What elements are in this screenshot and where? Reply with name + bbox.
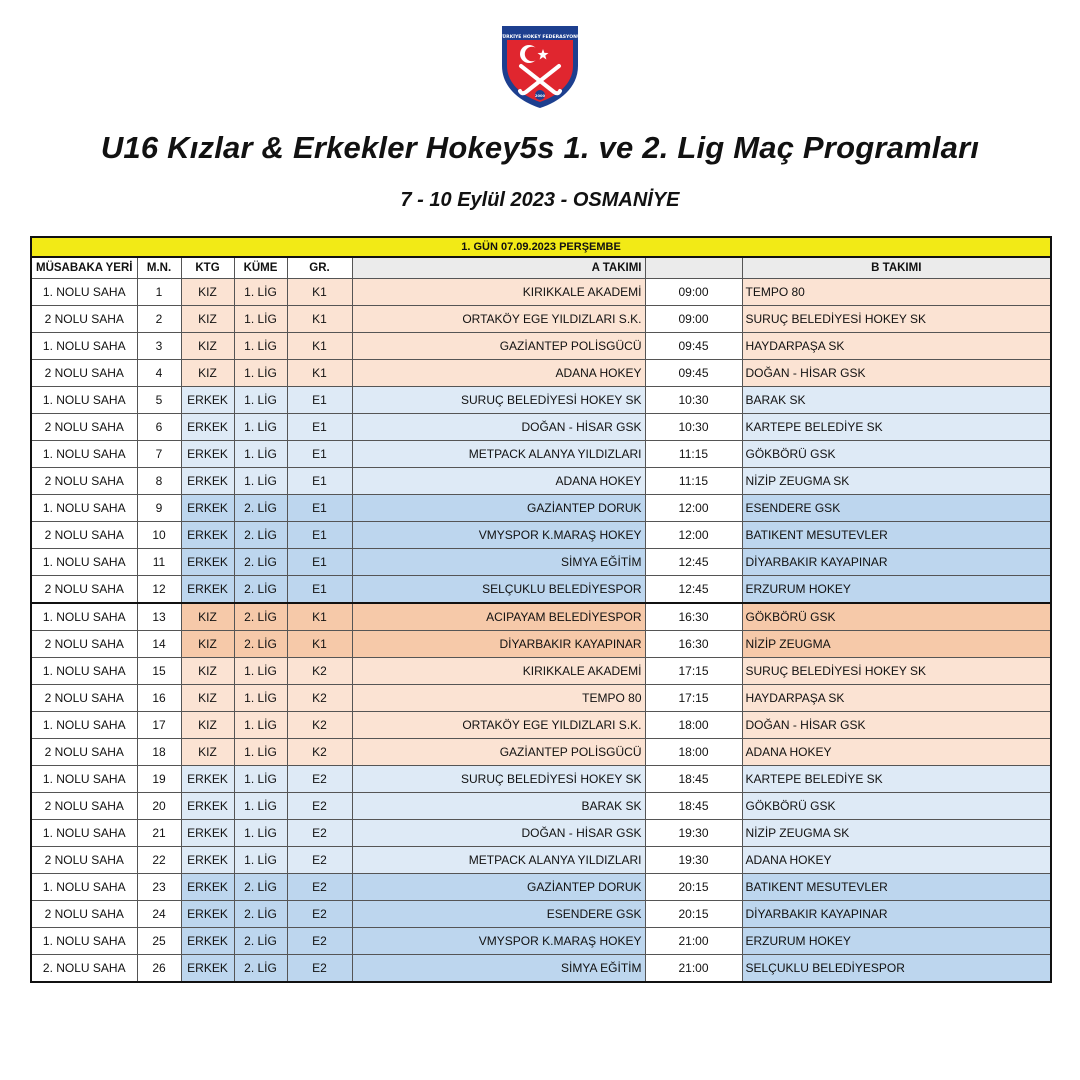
venue-cell: 1. NOLU SAHA xyxy=(31,387,137,414)
group-cell: E1 xyxy=(287,468,352,495)
group-cell: E2 xyxy=(287,847,352,874)
league-cell: 2. LİG xyxy=(234,631,287,658)
match-number-cell: 25 xyxy=(137,928,181,955)
col-venue: MÜSABAKA YERİ xyxy=(31,257,137,279)
table-row xyxy=(31,468,1051,495)
a-team-cell: METPACK ALANYA YILDIZLARI xyxy=(352,441,645,468)
federation-logo xyxy=(499,22,581,110)
category-cell: KIZ xyxy=(181,739,234,766)
match-number-cell: 10 xyxy=(137,522,181,549)
time-cell: 21:00 xyxy=(645,955,742,983)
time-cell: 10:30 xyxy=(645,387,742,414)
table-row xyxy=(31,955,1051,983)
col-category: KTG xyxy=(181,257,234,279)
match-number-cell: 4 xyxy=(137,360,181,387)
league-cell: 1. LİG xyxy=(234,414,287,441)
league-cell: 1. LİG xyxy=(234,847,287,874)
col-group: GR. xyxy=(287,257,352,279)
league-cell: 1. LİG xyxy=(234,739,287,766)
group-cell: K2 xyxy=(287,739,352,766)
match-number-cell: 1 xyxy=(137,279,181,306)
venue-cell: 2 NOLU SAHA xyxy=(31,306,137,333)
b-team-cell: NİZİP ZEUGMA xyxy=(742,631,1051,658)
table-row xyxy=(31,441,1051,468)
time-cell: 17:15 xyxy=(645,658,742,685)
time-cell: 16:30 xyxy=(645,631,742,658)
a-team-cell: SELÇUKLU BELEDİYESPOR xyxy=(352,576,645,604)
category-cell: KIZ xyxy=(181,306,234,333)
time-cell: 19:30 xyxy=(645,820,742,847)
time-cell: 09:00 xyxy=(645,279,742,306)
table-row xyxy=(31,603,1051,631)
league-cell: 1. LİG xyxy=(234,360,287,387)
group-cell: E2 xyxy=(287,955,352,983)
group-cell: K1 xyxy=(287,279,352,306)
b-team-cell: BATIKENT MESUTEVLER xyxy=(742,874,1051,901)
group-cell: K1 xyxy=(287,360,352,387)
page-title: U16 Kızlar & Erkekler Hokey5s 1. ve 2. Lig Maç Programları xyxy=(100,130,980,165)
match-number-cell: 17 xyxy=(137,712,181,739)
table-row xyxy=(31,495,1051,522)
a-team-cell: VMYSPOR K.MARAŞ HOKEY xyxy=(352,928,645,955)
a-team-cell: GAZİANTEP DORUK xyxy=(352,874,645,901)
a-team-cell: DİYARBAKIR KAYAPINAR xyxy=(352,631,645,658)
category-cell: KIZ xyxy=(181,603,234,631)
group-cell: E1 xyxy=(287,387,352,414)
match-number-cell: 23 xyxy=(137,874,181,901)
league-cell: 2. LİG xyxy=(234,549,287,576)
group-cell: K2 xyxy=(287,685,352,712)
b-team-cell: ADANA HOKEY xyxy=(742,739,1051,766)
category-cell: ERKEK xyxy=(181,928,234,955)
table-row xyxy=(31,847,1051,874)
match-number-cell: 13 xyxy=(137,603,181,631)
time-cell: 12:00 xyxy=(645,495,742,522)
b-team-cell: KARTEPE BELEDİYE SK xyxy=(742,414,1051,441)
match-number-cell: 21 xyxy=(137,820,181,847)
table-row xyxy=(31,820,1051,847)
b-team-cell: ESENDERE GSK xyxy=(742,495,1051,522)
category-cell: ERKEK xyxy=(181,955,234,983)
category-cell: KIZ xyxy=(181,631,234,658)
a-team-cell: TEMPO 80 xyxy=(352,685,645,712)
b-team-cell: DİYARBAKIR KAYAPINAR xyxy=(742,901,1051,928)
b-team-cell: NİZİP ZEUGMA SK xyxy=(742,468,1051,495)
b-team-cell: DİYARBAKIR KAYAPINAR xyxy=(742,549,1051,576)
venue-cell: 2 NOLU SAHA xyxy=(31,901,137,928)
day-header-row xyxy=(31,237,1051,257)
logo-year: 2000 xyxy=(534,94,546,98)
col-a-team: A TAKIMI xyxy=(352,257,645,279)
time-cell: 18:00 xyxy=(645,739,742,766)
b-team-cell: KARTEPE BELEDİYE SK xyxy=(742,766,1051,793)
match-number-cell: 11 xyxy=(137,549,181,576)
venue-cell: 2 NOLU SAHA xyxy=(31,793,137,820)
time-cell: 18:00 xyxy=(645,712,742,739)
group-cell: E1 xyxy=(287,522,352,549)
category-cell: KIZ xyxy=(181,279,234,306)
venue-cell: 1. NOLU SAHA xyxy=(31,441,137,468)
day-label: 1. GÜN 07.09.2023 PERŞEMBE xyxy=(31,237,1051,257)
category-cell: KIZ xyxy=(181,333,234,360)
b-team-cell: ERZURUM HOKEY xyxy=(742,576,1051,604)
match-number-cell: 2 xyxy=(137,306,181,333)
venue-cell: 2 NOLU SAHA xyxy=(31,522,137,549)
table-row xyxy=(31,928,1051,955)
table-row xyxy=(31,333,1051,360)
column-header-row xyxy=(31,257,1051,279)
league-cell: 1. LİG xyxy=(234,793,287,820)
time-cell: 12:45 xyxy=(645,576,742,604)
time-cell: 11:15 xyxy=(645,441,742,468)
b-team-cell: DOĞAN - HİSAR GSK xyxy=(742,712,1051,739)
league-cell: 2. LİG xyxy=(234,874,287,901)
league-cell: 1. LİG xyxy=(234,387,287,414)
category-cell: ERKEK xyxy=(181,901,234,928)
a-team-cell: BARAK SK xyxy=(352,793,645,820)
a-team-cell: VMYSPOR K.MARAŞ HOKEY xyxy=(352,522,645,549)
match-number-cell: 14 xyxy=(137,631,181,658)
category-cell: KIZ xyxy=(181,658,234,685)
match-number-cell: 15 xyxy=(137,658,181,685)
b-team-cell: HAYDARPAŞA SK xyxy=(742,333,1051,360)
venue-cell: 2 NOLU SAHA xyxy=(31,468,137,495)
match-number-cell: 7 xyxy=(137,441,181,468)
b-team-cell: BARAK SK xyxy=(742,387,1051,414)
match-number-cell: 26 xyxy=(137,955,181,983)
venue-cell: 1. NOLU SAHA xyxy=(31,712,137,739)
match-number-cell: 16 xyxy=(137,685,181,712)
group-cell: E1 xyxy=(287,414,352,441)
a-team-cell: SURUÇ BELEDİYESİ HOKEY SK xyxy=(352,766,645,793)
category-cell: ERKEK xyxy=(181,495,234,522)
a-team-cell: GAZİANTEP POLİSGÜCÜ xyxy=(352,739,645,766)
table-row xyxy=(31,631,1051,658)
category-cell: ERKEK xyxy=(181,441,234,468)
match-number-cell: 8 xyxy=(137,468,181,495)
league-cell: 1. LİG xyxy=(234,658,287,685)
schedule-body xyxy=(31,279,1051,983)
time-cell: 19:30 xyxy=(645,847,742,874)
time-cell: 10:30 xyxy=(645,414,742,441)
b-team-cell: TEMPO 80 xyxy=(742,279,1051,306)
group-cell: K2 xyxy=(287,658,352,685)
table-row xyxy=(31,522,1051,549)
venue-cell: 2 NOLU SAHA xyxy=(31,739,137,766)
table-row xyxy=(31,766,1051,793)
a-team-cell: GAZİANTEP DORUK xyxy=(352,495,645,522)
venue-cell: 1. NOLU SAHA xyxy=(31,766,137,793)
group-cell: E2 xyxy=(287,928,352,955)
venue-cell: 2 NOLU SAHA xyxy=(31,631,137,658)
table-row xyxy=(31,793,1051,820)
league-cell: 1. LİG xyxy=(234,306,287,333)
venue-cell: 1. NOLU SAHA xyxy=(31,603,137,631)
a-team-cell: DOĞAN - HİSAR GSK xyxy=(352,414,645,441)
venue-cell: 1. NOLU SAHA xyxy=(31,333,137,360)
group-cell: E1 xyxy=(287,576,352,604)
time-cell: 20:15 xyxy=(645,874,742,901)
match-number-cell: 18 xyxy=(137,739,181,766)
group-cell: E1 xyxy=(287,441,352,468)
match-schedule-table xyxy=(30,236,1052,983)
a-team-cell: SURUÇ BELEDİYESİ HOKEY SK xyxy=(352,387,645,414)
match-number-cell: 3 xyxy=(137,333,181,360)
a-team-cell: ADANA HOKEY xyxy=(352,360,645,387)
match-number-cell: 6 xyxy=(137,414,181,441)
venue-cell: 1. NOLU SAHA xyxy=(31,928,137,955)
b-team-cell: ERZURUM HOKEY xyxy=(742,928,1051,955)
category-cell: ERKEK xyxy=(181,820,234,847)
time-cell: 20:15 xyxy=(645,901,742,928)
venue-cell: 1. NOLU SAHA xyxy=(31,874,137,901)
table-row xyxy=(31,360,1051,387)
venue-cell: 2 NOLU SAHA xyxy=(31,360,137,387)
category-cell: ERKEK xyxy=(181,468,234,495)
venue-cell: 2 NOLU SAHA xyxy=(31,847,137,874)
category-cell: ERKEK xyxy=(181,387,234,414)
col-match-number: M.N. xyxy=(137,257,181,279)
b-team-cell: ADANA HOKEY xyxy=(742,847,1051,874)
group-cell: K1 xyxy=(287,631,352,658)
a-team-cell: KIRIKKALE AKADEMİ xyxy=(352,658,645,685)
venue-cell: 2 NOLU SAHA xyxy=(31,414,137,441)
time-cell: 16:30 xyxy=(645,603,742,631)
b-team-cell: GÖKBÖRÜ GSK xyxy=(742,441,1051,468)
match-number-cell: 19 xyxy=(137,766,181,793)
table-row xyxy=(31,549,1051,576)
table-row xyxy=(31,685,1051,712)
league-cell: 1. LİG xyxy=(234,279,287,306)
a-team-cell: METPACK ALANYA YILDIZLARI xyxy=(352,847,645,874)
table-row xyxy=(31,874,1051,901)
time-cell: 12:00 xyxy=(645,522,742,549)
b-team-cell: DOĞAN - HİSAR GSK xyxy=(742,360,1051,387)
time-cell: 17:15 xyxy=(645,685,742,712)
time-cell: 18:45 xyxy=(645,766,742,793)
category-cell: ERKEK xyxy=(181,847,234,874)
category-cell: ERKEK xyxy=(181,766,234,793)
b-team-cell: SURUÇ BELEDİYESİ HOKEY SK xyxy=(742,658,1051,685)
group-cell: E2 xyxy=(287,901,352,928)
league-cell: 2. LİG xyxy=(234,576,287,604)
time-cell: 09:00 xyxy=(645,306,742,333)
col-b-team: B TAKIMI xyxy=(742,257,1051,279)
group-cell: K1 xyxy=(287,306,352,333)
league-cell: 1. LİG xyxy=(234,441,287,468)
match-number-cell: 5 xyxy=(137,387,181,414)
venue-cell: 1. NOLU SAHA xyxy=(31,549,137,576)
table-row xyxy=(31,414,1051,441)
league-cell: 2. LİG xyxy=(234,522,287,549)
venue-cell: 2 NOLU SAHA xyxy=(31,576,137,604)
group-cell: E1 xyxy=(287,495,352,522)
b-team-cell: BATIKENT MESUTEVLER xyxy=(742,522,1051,549)
league-cell: 1. LİG xyxy=(234,333,287,360)
a-team-cell: ORTAKÖY EGE YILDIZLARI S.K. xyxy=(352,712,645,739)
time-cell: 09:45 xyxy=(645,333,742,360)
table-row xyxy=(31,279,1051,306)
category-cell: ERKEK xyxy=(181,522,234,549)
a-team-cell: SİMYA EĞİTİM xyxy=(352,955,645,983)
table-row xyxy=(31,306,1051,333)
venue-cell: 1. NOLU SAHA xyxy=(31,658,137,685)
category-cell: ERKEK xyxy=(181,874,234,901)
category-cell: KIZ xyxy=(181,712,234,739)
venue-cell: 1. NOLU SAHA xyxy=(31,279,137,306)
category-cell: ERKEK xyxy=(181,576,234,604)
b-team-cell: GÖKBÖRÜ GSK xyxy=(742,603,1051,631)
time-cell: 12:45 xyxy=(645,549,742,576)
b-team-cell: HAYDARPAŞA SK xyxy=(742,685,1051,712)
time-cell: 09:45 xyxy=(645,360,742,387)
table-row xyxy=(31,901,1051,928)
group-cell: E1 xyxy=(287,549,352,576)
venue-cell: 2. NOLU SAHA xyxy=(31,955,137,983)
table-row xyxy=(31,387,1051,414)
match-number-cell: 24 xyxy=(137,901,181,928)
league-cell: 1. LİG xyxy=(234,712,287,739)
venue-cell: 1. NOLU SAHA xyxy=(31,495,137,522)
col-league: KÜME xyxy=(234,257,287,279)
match-number-cell: 12 xyxy=(137,576,181,604)
league-cell: 1. LİG xyxy=(234,468,287,495)
a-team-cell: ADANA HOKEY xyxy=(352,468,645,495)
a-team-cell: ACIPAYAM BELEDİYESPOR xyxy=(352,603,645,631)
time-cell: 18:45 xyxy=(645,793,742,820)
a-team-cell: GAZİANTEP POLİSGÜCÜ xyxy=(352,333,645,360)
b-team-cell: SELÇUKLU BELEDİYESPOR xyxy=(742,955,1051,983)
venue-cell: 1. NOLU SAHA xyxy=(31,820,137,847)
league-cell: 1. LİG xyxy=(234,766,287,793)
group-cell: E2 xyxy=(287,766,352,793)
league-cell: 2. LİG xyxy=(234,603,287,631)
group-cell: K1 xyxy=(287,603,352,631)
group-cell: E2 xyxy=(287,820,352,847)
time-cell: 21:00 xyxy=(645,928,742,955)
category-cell: ERKEK xyxy=(181,549,234,576)
col-time xyxy=(645,257,742,279)
category-cell: KIZ xyxy=(181,685,234,712)
venue-cell: 2 NOLU SAHA xyxy=(31,685,137,712)
category-cell: ERKEK xyxy=(181,414,234,441)
table-row xyxy=(31,712,1051,739)
a-team-cell: KIRIKKALE AKADEMİ xyxy=(352,279,645,306)
league-cell: 2. LİG xyxy=(234,928,287,955)
league-cell: 2. LİG xyxy=(234,495,287,522)
b-team-cell: NİZİP ZEUGMA SK xyxy=(742,820,1051,847)
time-cell: 11:15 xyxy=(645,468,742,495)
page-subtitle: 7 - 10 Eylül 2023 - OSMANİYE xyxy=(400,189,680,211)
group-cell: K2 xyxy=(287,712,352,739)
group-cell: E2 xyxy=(287,793,352,820)
match-number-cell: 20 xyxy=(137,793,181,820)
b-team-cell: SURUÇ BELEDİYESİ HOKEY SK xyxy=(742,306,1051,333)
table-row xyxy=(31,658,1051,685)
category-cell: KIZ xyxy=(181,360,234,387)
table-row xyxy=(31,576,1051,604)
a-team-cell: DOĞAN - HİSAR GSK xyxy=(352,820,645,847)
table-row xyxy=(31,739,1051,766)
league-cell: 2. LİG xyxy=(234,955,287,983)
match-number-cell: 9 xyxy=(137,495,181,522)
league-cell: 1. LİG xyxy=(234,820,287,847)
b-team-cell: GÖKBÖRÜ GSK xyxy=(742,793,1051,820)
category-cell: ERKEK xyxy=(181,793,234,820)
league-cell: 1. LİG xyxy=(234,685,287,712)
a-team-cell: ORTAKÖY EGE YILDIZLARI S.K. xyxy=(352,306,645,333)
group-cell: E2 xyxy=(287,874,352,901)
a-team-cell: ESENDERE GSK xyxy=(352,901,645,928)
a-team-cell: SİMYA EĞİTİM xyxy=(352,549,645,576)
logo-text: TÜRKİYE HOKEY FEDERASYONU xyxy=(499,35,581,40)
group-cell: K1 xyxy=(287,333,352,360)
league-cell: 2. LİG xyxy=(234,901,287,928)
match-number-cell: 22 xyxy=(137,847,181,874)
